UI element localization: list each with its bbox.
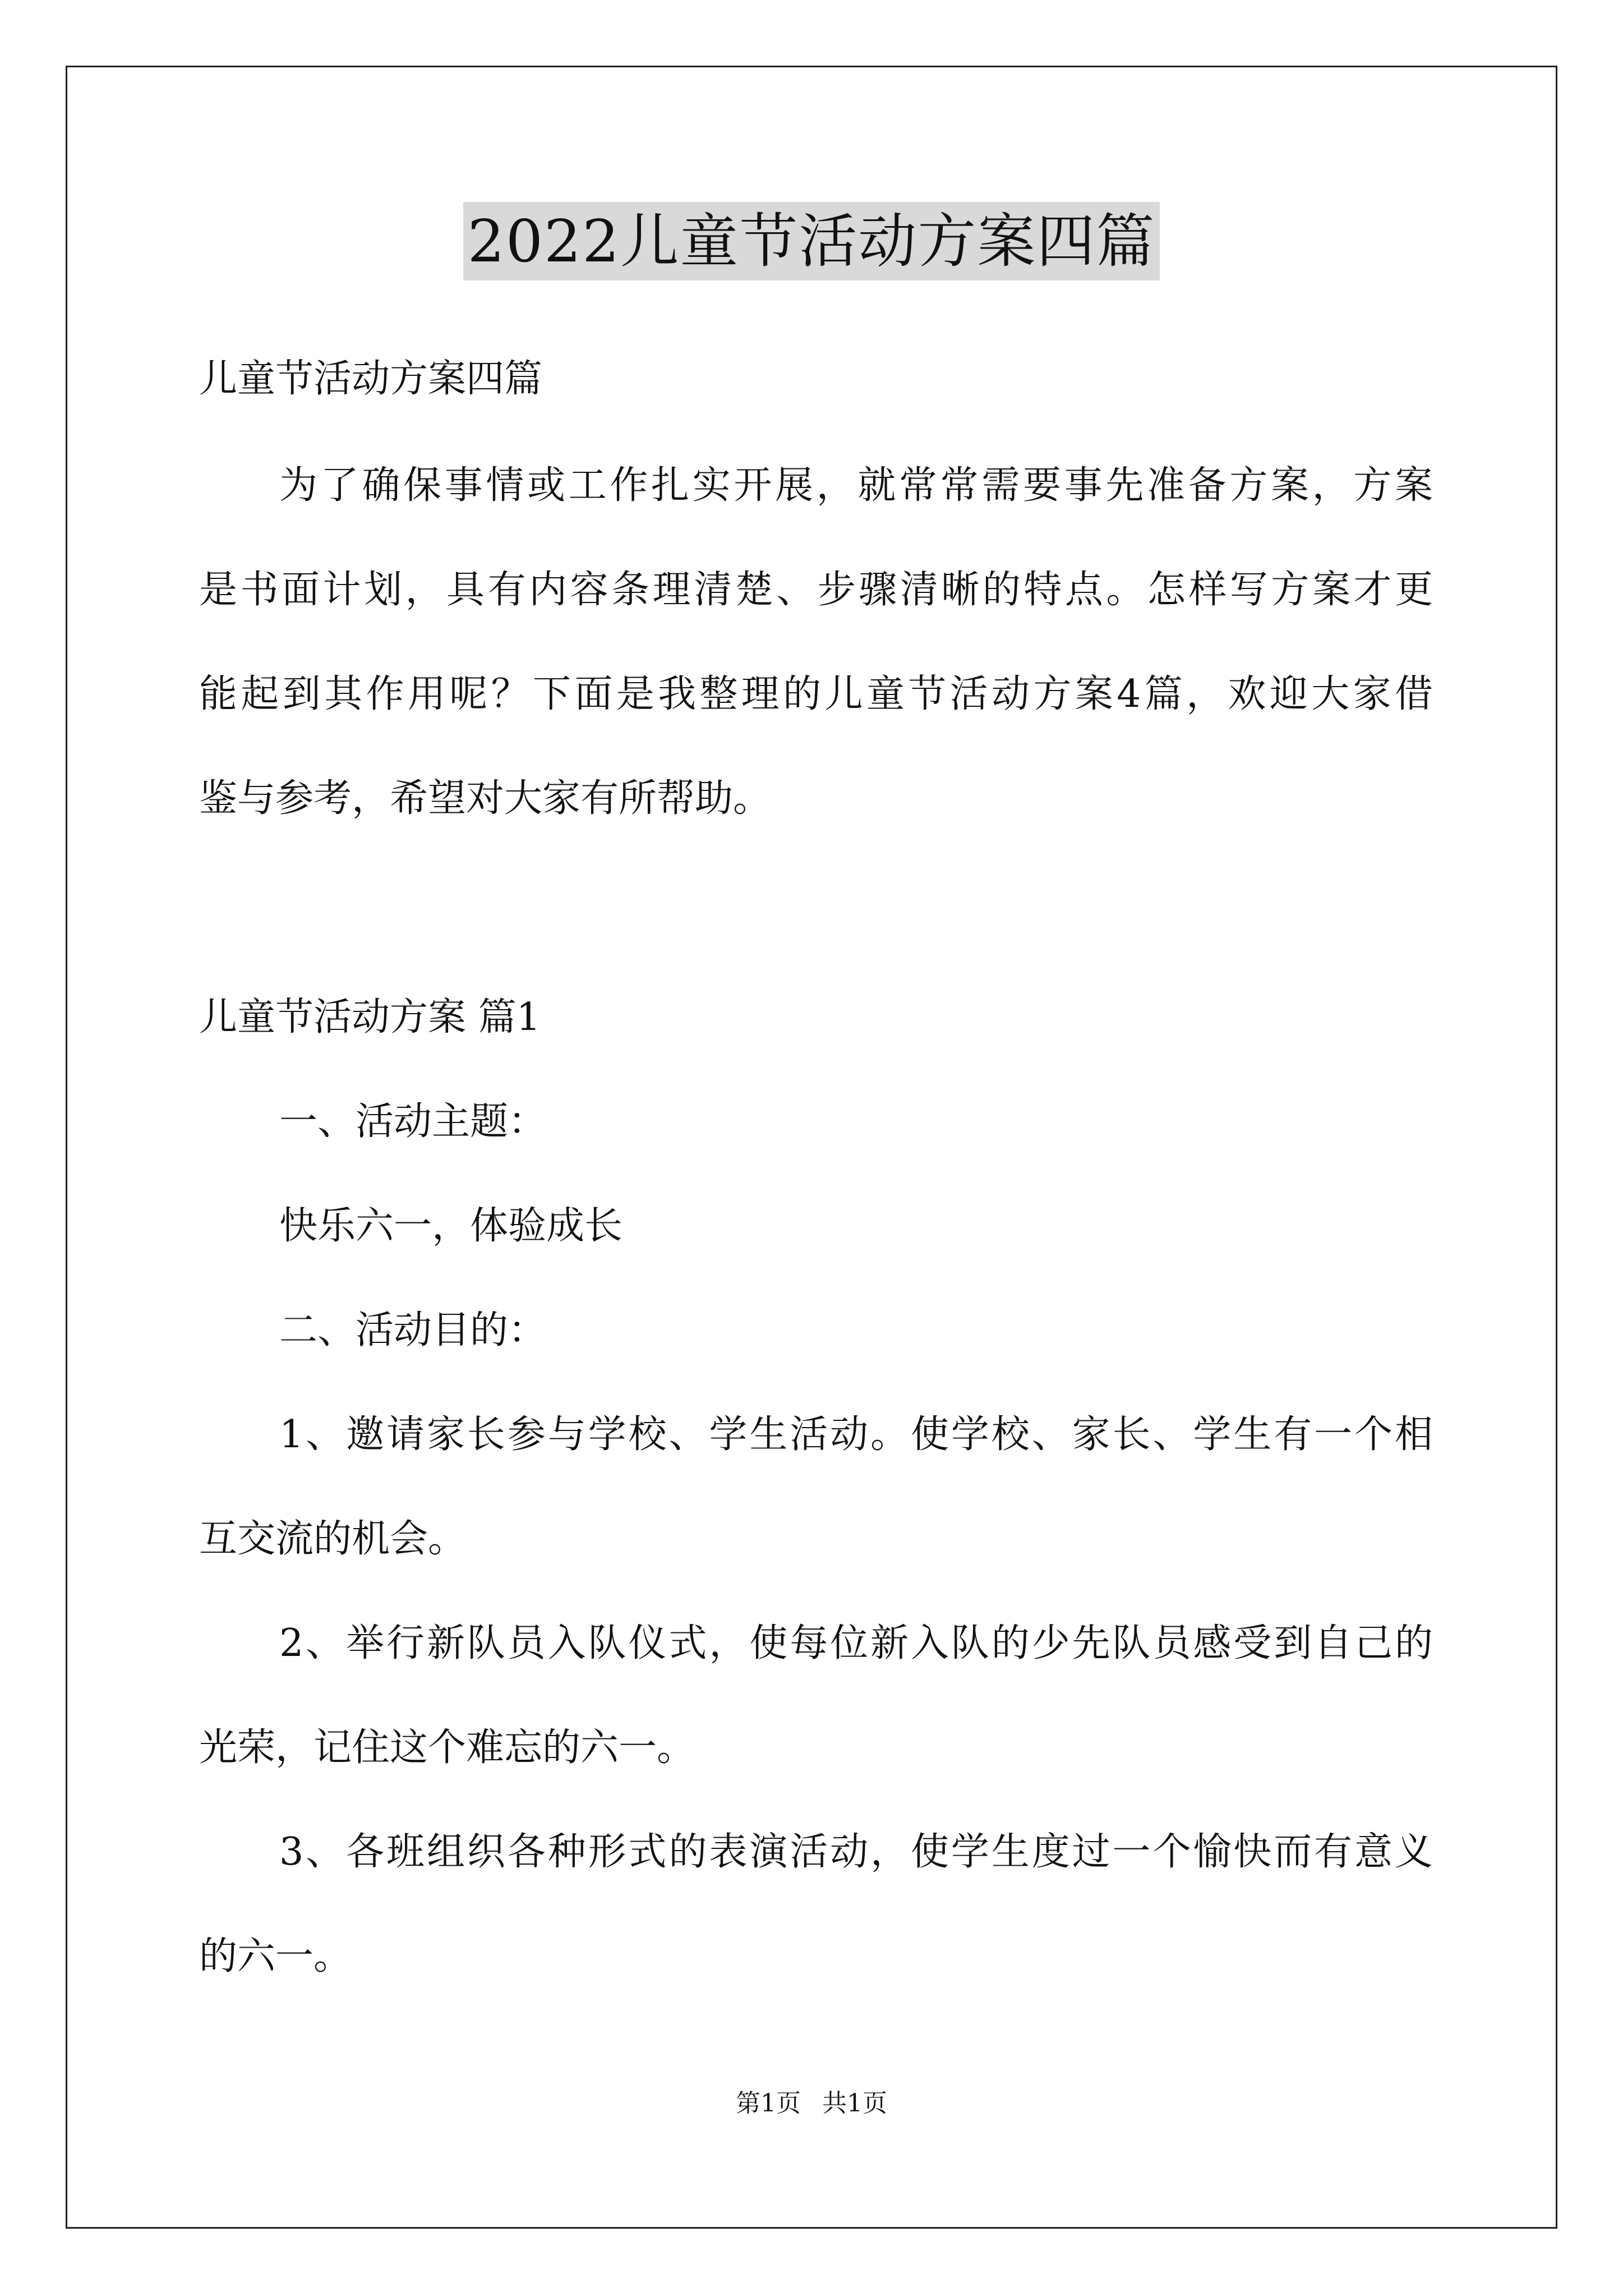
title-container — [0, 202, 1623, 280]
intro-line-1: 为了确保事情或工作扎实开展，就常常需要事先准备方案，方案 — [279, 463, 1433, 508]
page-total: 共1页 — [822, 2089, 887, 2118]
intro-line-3: 能起到其作用呢？下面是我整理的儿童节活动方案4篇，欢迎大家借 — [199, 672, 1433, 716]
purpose-item-2-line-1: 2、举行新队员入队仪式，使每位新入队的少先队员感受到自己的 — [279, 1621, 1433, 1665]
purpose-item-3-line-1: 3、各班组织各种形式的表演活动，使学生度过一个愉快而有意义 — [279, 1830, 1433, 1874]
intro-line-4: 鉴与参考，希望对大家有所帮助。 — [199, 776, 772, 821]
intro-line-2: 是书面计划，具有内容条理清楚、步骤清晰的特点。怎样写方案才更 — [199, 568, 1433, 612]
document-subtitle: 儿童节活动方案四篇 — [199, 357, 543, 401]
document-title: 2022儿童节活动方案四篇 — [463, 202, 1160, 280]
section-heading: 儿童节活动方案 篇1 — [199, 995, 541, 1039]
purpose-item-2-line-2: 光荣，记住这个难忘的六一。 — [199, 1726, 695, 1770]
page-footer — [0, 2087, 1623, 2120]
purpose-heading: 二、活动目的： — [279, 1308, 547, 1352]
page-current: 第1页 — [736, 2089, 801, 2118]
purpose-item-3-line-2: 的六一。 — [199, 1934, 352, 1978]
purpose-item-1-line-1: 1、邀请家长参与学校、学生活动。使学校、家长、学生有一个相 — [279, 1412, 1433, 1457]
theme-heading: 一、活动主题： — [279, 1099, 547, 1144]
theme-text: 快乐六一，体验成长 — [279, 1204, 623, 1248]
purpose-item-1-line-2: 互交流的机会。 — [199, 1517, 467, 1561]
